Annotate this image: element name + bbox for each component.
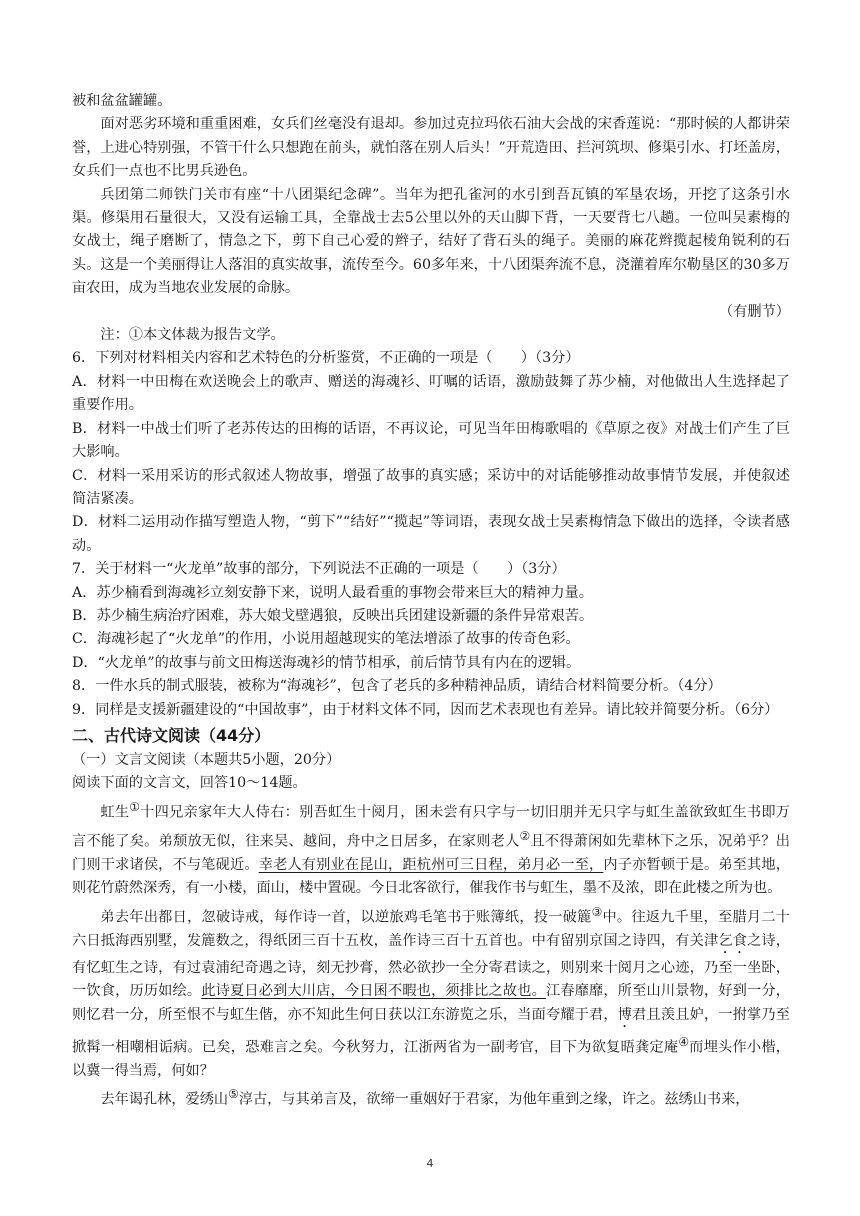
abridged-note: （有删节） [719,303,790,320]
page-number: 4 [426,1157,434,1170]
text-run: 江春靡靡，所至山川景物，好到一分，则忆君一分，所至恨不与虹生偕，亦不知此生何日获以江东游览之乐，当面夸耀于君， [72,983,790,1023]
question-7-option-a: A．苏少楠看到海魂衫立刻安静下来，说明人最看重的事物会带来巨大的精神力量。 [72,584,593,601]
text-run: 去年谒孔林，爱绣山 [100,1092,229,1109]
text-run: 弟去年出都日，忽破诗戒，每作诗一首，以逆旅鸡毛笔书于账簿纸，投一破簏 [100,909,592,926]
footnote-marker: ⑤ [228,1087,239,1102]
classical-paragraph-3 [72,1083,790,1112]
question-7-option-d: D．“火龙单”的故事与前文田梅送海魂衫的情节相承，前后情节具有内在的逻辑。 [72,654,581,671]
genre-note: 注：①本文体裁为报告文学。 [100,327,285,344]
text-run: 十四兄亲家年大人侍右：别吾虹生十阅月，囷未尝有只字与一切旧朋并无只字与虹生盖欲致虹生书即万言不能了矣。弟颓放无似，往来吴、越间，舟中之日居多，在家则老人 [72,804,790,850]
dotted-word: 博 [617,1006,633,1023]
underlined-sentence: 此诗夏日必到大川店，今日囷不暇也，须排比之故也。 [201,983,546,1000]
question-6-option-b: B．材料一中战士们听了老苏传达的田梅的话语，不再议论，可见当年田梅歌唱的《草原之夜》对战士们产生了巨大影响。 [72,420,790,461]
question-8: 8．一件水兵的制式服装，被称为“海魂衫”，包含了老兵的多种精神品质，请结合材料简要分析。（4分） [72,678,722,695]
classical-paragraph-1 [72,796,790,901]
dotted-word: 乞食 [718,933,748,950]
question-7-option-b: B．苏少楠生病治疗困难，苏大娘戈壁遇狼，反映出兵团建设新疆的条件异常艰苦。 [72,607,594,624]
text-run: 且不得萧闲如先辈林下之乐，况弟乎？出门则干求诸侯，不与笔砚近。 [72,833,790,874]
section-heading-classical: 二、古代诗文阅读（44分） [72,725,271,745]
question-7-stem: 7．关于材料一“火龙单”故事的部分，下列说法不正确的一项是（ ）（3分） [72,561,566,578]
question-7-option-c: C．海魂衫起了“火龙单”的作用，小说用超越现实的笔法增添了故事的传奇色彩。 [72,631,580,648]
paragraph-canal-story: 兵团第二师铁门关市有座“十八团渠纪念碑”。当年为把孔雀河的水引到吾瓦镇的军垦农场，开挖了这条引水渠。修渠用石量很大，又没有运输工具，全靠战士去5公里以外的天山脚下背，一天要背七八趟。一位叫吴素梅的女战士，绳子磨断了，情急之下，剪下自己心爱的辫子，结好了背石头的绳子。美丽的麻花辫揽起棱角锐利的石头。这是一个美丽得让人落泪的真实故事，流传至今。60多年来，十八团渠奔流不息，浇灌着库尔勒垦区的30多万亩农田，成为当地农业发展的命脉。 [72,186,790,297]
underlined-sentence: 幸老人有别业在昆山，距杭州可三日程，弟月必一至， [258,857,604,874]
text-run: 虹生 [100,804,130,821]
text-run: 之诗，有忆虹生之诗，有过袁浦纪奇遇之诗，刻无抄膏，然必欲抄一全分寄君读之，则别来十阅月之心迹，乃至一坐卧，一饮食，历历如绘。 [72,933,790,1000]
question-6-option-d: D．材料二运用动作描写塑造人物，“剪下”“结好”“揽起”等词语，表现女战士吴素梅情急下做出的选择，令读者感动。 [72,514,790,554]
reading-instruction: 阅读下面的文言文，回答10～14题。 [72,775,307,792]
question-6-option-c: C．材料一采用采访的形式叙述人物故事，增强了故事的真实感；采访中的对话能够推动故事情节发展，并使叙述简洁紧凑。 [72,467,790,507]
footnote-marker: ④ [678,1034,690,1049]
footnote-marker: ② [519,828,531,843]
paragraph-continuation: 被和盆盆罐罐。 [72,93,172,109]
question-6-stem: 6．下列对材料相关内容和艺术特色的分析鉴赏，不正确的一项是（ ）（3分） [72,350,580,367]
text-run: 淳古，与其弟言及，欲缔一重姻好于君家，为他年重到之缘，许之。兹绣山书来， [238,1092,750,1109]
classical-paragraph-2 [72,901,790,1084]
document-page [72,90,790,1113]
paragraph-women-soldiers: 面对恶劣环境和重重困难，女兵们丝毫没有退却。参加过克拉玛依石油大会战的宋香莲说：“那时候的人都讲荣誉，上进心特别强，不管干什么只想跑在前头，就怕落在别人后头！”开荒造田、拦河筑坝、修渠引水、打坯盖房，女兵们一点也不比男兵逊色。 [72,116,790,180]
text-run: 中。往返九千里，至腊月二十六日抵海西别墅，发簏数之，得纸团三百十五枚，盖作诗三百十五首也。中有留别京国之诗四，有关津 [72,909,790,950]
question-6-option-a: A．材料一中田梅在欢送晚会上的歌声、赠送的海魂衫、叮嘱的话语，激励鼓舞了苏少楠，对他做出人生选择起了重要作用。 [72,373,790,414]
footnote-marker: ③ [591,904,603,919]
text-run: 而埋头作小楷，以冀一得当焉，何如？ [72,1039,790,1079]
text-run: 内子亦暂顿于是。弟至其地，则花竹蔚然深秀，有一小楼，面山，楼中置砚。今日北客欲行，催我作书与虹生，墨不及浓，即在此楼之所为也。 [72,857,790,897]
text-run: 君且羡且妒，一拊掌乃至掀髯一相嘲相诟病。已矣，恐难言之矣。今秋努力，江浙两省为一副考官，目下为欲复晤龚定庵 [72,1006,790,1056]
footnote-marker: ① [129,799,141,814]
subsection-heading: （一）文言文阅读（本题共5小题，20分） [72,751,341,768]
question-9: 9．同样是支援新疆建设的“中国故事”，由于材料文体不同，因而艺术表现也有差异。请比较并简要分析。（6分） [72,701,779,718]
